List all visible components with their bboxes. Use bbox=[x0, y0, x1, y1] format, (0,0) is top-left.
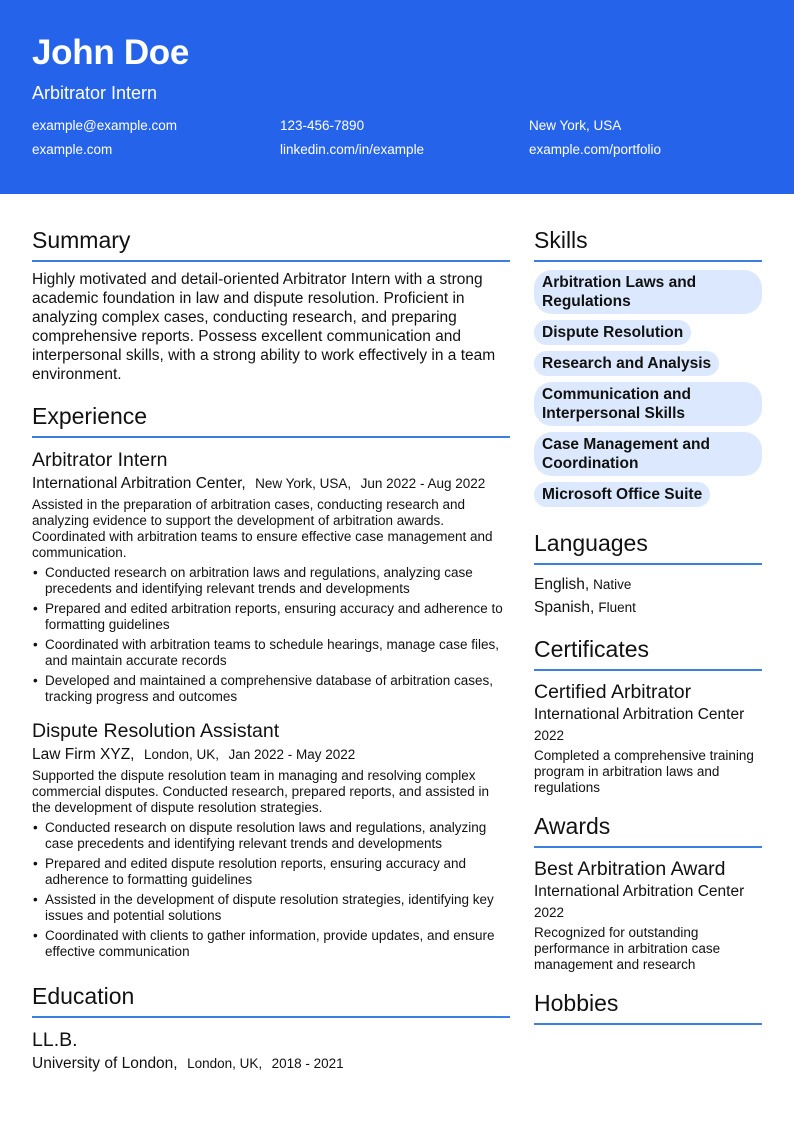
job-entry bbox=[32, 719, 510, 960]
award-description: Recognized for outstanding performance in arbitration case management and research bbox=[534, 925, 721, 972]
language-name: English, bbox=[534, 576, 590, 593]
resume-body bbox=[0, 194, 794, 1074]
skills-section bbox=[534, 226, 762, 513]
job-location: New York, USA, bbox=[255, 476, 352, 491]
resume-header bbox=[0, 0, 794, 194]
job-title: Arbitrator Intern bbox=[32, 449, 168, 471]
job-bullet: • Coordinated with arbitration teams to schedule hearings, manage case files, and maintain accurate records bbox=[32, 637, 510, 669]
language-row bbox=[534, 596, 762, 619]
contact-website[interactable]: example.com bbox=[32, 142, 113, 157]
job-company: Law Firm XYZ, bbox=[32, 746, 135, 763]
award-year: 2022 bbox=[534, 905, 565, 920]
hobbies-heading: Hobbies bbox=[534, 989, 762, 1025]
skill-pill: Communication and Interpersonal Skills bbox=[534, 382, 762, 426]
job-meta bbox=[32, 745, 510, 765]
certificates-heading: Certificates bbox=[534, 635, 762, 671]
education-section bbox=[32, 982, 510, 1074]
skill-pill: Microsoft Office Suite bbox=[534, 482, 710, 507]
certificate-title: Certified Arbitrator bbox=[534, 681, 692, 703]
job-description: Assisted in the preparation of arbitration cases, conducting research and analyzing evidence to support the development of arbitration awards. Coordinated with arbitration teams to ensure effective case management and communication. bbox=[32, 497, 493, 560]
education-location: London, UK, bbox=[187, 1056, 263, 1071]
job-location: London, UK, bbox=[143, 747, 219, 762]
skill-pill: Arbitration Laws and Regulations bbox=[534, 270, 762, 314]
contact-email[interactable]: example@example.com bbox=[32, 118, 178, 133]
certificates-section bbox=[534, 635, 762, 796]
certificate-entry bbox=[534, 680, 762, 796]
job-bullet: • Conducted research on arbitration laws and regulations, analyzing case precedents and identifying relevant trends and developments bbox=[32, 565, 510, 597]
job-meta bbox=[32, 474, 510, 494]
skills-heading: Skills bbox=[534, 226, 762, 262]
skill-pill: Research and Analysis bbox=[534, 351, 719, 376]
summary-text: Highly motivated and detail-oriented Arbitrator Intern with a strong academic foundation in law and dispute resolution. Proficient in analyzing complex cases, conducting research, and preparing comprehensive reports. Possess excellent communication and interpersonal skills, with a strong ability to work effectively in a team environment. bbox=[32, 271, 496, 383]
job-description: Supported the dispute resolution team in managing and resolving complex commercial disputes. Conducted research, prepared reports, and assisted in the development of dispute resolution strategies. bbox=[32, 768, 489, 815]
skills-list bbox=[534, 270, 762, 513]
languages-heading: Languages bbox=[534, 529, 762, 565]
left-column bbox=[32, 194, 510, 1074]
experience-heading: Experience bbox=[32, 402, 510, 438]
job-dates: Jan 2022 - May 2022 bbox=[228, 747, 356, 762]
awards-section bbox=[534, 812, 762, 973]
job-title: Dispute Resolution Assistant bbox=[32, 720, 280, 742]
job-dates: Jun 2022 - Aug 2022 bbox=[360, 476, 486, 491]
language-level: Fluent bbox=[598, 600, 636, 615]
contact-portfolio[interactable]: example.com/portfolio bbox=[529, 142, 662, 157]
skill-pill: Dispute Resolution bbox=[534, 320, 691, 345]
job-company: International Arbitration Center, bbox=[32, 475, 246, 492]
job-bullet: • Developed and maintained a comprehensive database of arbitration cases, tracking progress and outcomes bbox=[32, 673, 510, 705]
experience-section bbox=[32, 402, 510, 960]
contact-grid bbox=[32, 117, 762, 159]
job-bullets bbox=[32, 565, 510, 705]
language-row bbox=[534, 573, 762, 596]
award-org: International Arbitration Center bbox=[534, 883, 745, 900]
candidate-name: John Doe bbox=[32, 33, 190, 72]
languages-list bbox=[534, 573, 762, 619]
job-bullets bbox=[32, 820, 510, 960]
education-entry bbox=[32, 1028, 510, 1074]
summary-heading: Summary bbox=[32, 226, 510, 262]
contact-location: New York, USA bbox=[529, 118, 622, 133]
award-entry bbox=[534, 857, 762, 973]
job-bullet: • Conducted research on dispute resolution laws and regulations, analyzing case precedents and identifying relevant trends and developments bbox=[32, 820, 510, 852]
languages-section bbox=[534, 529, 762, 619]
education-meta bbox=[32, 1054, 510, 1074]
job-bullet: • Assisted in the development of dispute resolution strategies, identifying key issues and potential solutions bbox=[32, 892, 510, 924]
contact-linkedin[interactable]: linkedin.com/in/example bbox=[280, 142, 425, 157]
summary-section bbox=[32, 226, 510, 384]
education-heading: Education bbox=[32, 982, 510, 1018]
right-column bbox=[534, 194, 762, 1074]
language-name: Spanish, bbox=[534, 599, 595, 616]
job-bullet: • Prepared and edited dispute resolution reports, ensuring accuracy and adherence to formatting guidelines bbox=[32, 856, 510, 888]
job-bullet: • Prepared and edited arbitration reports, ensuring accuracy and adherence to formatting guidelines bbox=[32, 601, 510, 633]
awards-heading: Awards bbox=[534, 812, 762, 848]
education-dates: 2018 - 2021 bbox=[271, 1056, 344, 1071]
hobbies-section bbox=[534, 989, 762, 1025]
education-degree: LL.B. bbox=[32, 1029, 78, 1051]
candidate-role: Arbitrator Intern bbox=[32, 83, 158, 103]
language-level: Native bbox=[593, 577, 632, 592]
job-entry bbox=[32, 448, 510, 705]
job-bullet: • Coordinated with clients to gather information, provide updates, and ensure effective communication bbox=[32, 928, 510, 960]
certificate-description: Completed a comprehensive training program in arbitration laws and regulations bbox=[534, 748, 754, 795]
certificate-year: 2022 bbox=[534, 728, 565, 743]
certificate-org: International Arbitration Center bbox=[534, 706, 745, 723]
contact-phone[interactable]: 123-456-7890 bbox=[280, 118, 365, 133]
skill-pill: Case Management and Coordination bbox=[534, 432, 762, 476]
award-title: Best Arbitration Award bbox=[534, 858, 726, 880]
education-school: University of London, bbox=[32, 1055, 178, 1072]
